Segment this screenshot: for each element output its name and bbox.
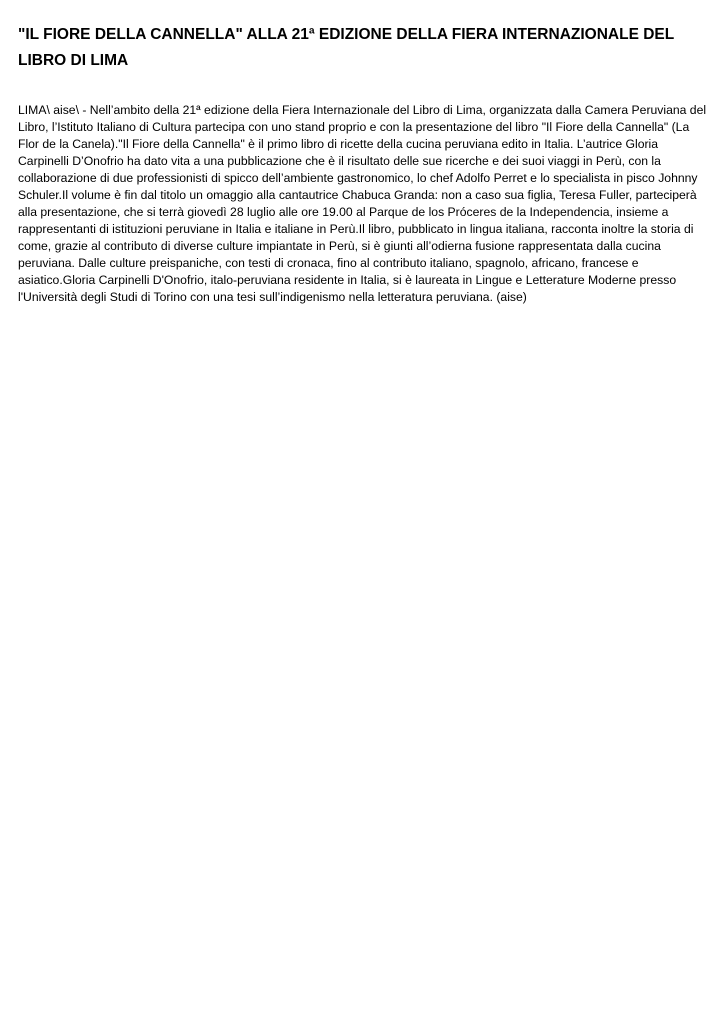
article-title: "IL FIORE DELLA CANNELLA" ALLA 21ª EDIZIONE DELLA FIERA INTERNAZIONALE DEL LIBRO DI LIMA bbox=[18, 26, 674, 69]
article-body: LIMA\ aise\ - Nell’ambito della 21ª edizione della Fiera Internazionale del Libro di Lima, organizzata dalla Camera Peruviana del Libro, l’Istituto Italiano di Cultura partecipa con uno stand proprio e con la presentazione del libro "Il Fiore della Cannella" (La Flor de la Canela)."Il Fiore della Cannella" è il primo libro di ricette della cucina peruviana edito in Italia. L’autrice Gloria Carpinelli D’Onofrio ha dato vita a una pubblicazione che è il risultato delle sue ricerche e dei suoi viaggi in Perù, con la collaborazione di due professionisti di spicco dell’ambiente gastronomico, lo chef Adolfo Perret e lo specialista in pisco Johnny Schuler.Il volume è fin dal titolo un omaggio alla cantautrice Chabuca Granda: non a caso sua figlia, Teresa Fuller, parteciperà alla presentazione, che si terrà giovedì 28 luglio alle ore 19.00 al Parque de los Próceres de la Independencia, insieme a rappresentanti di istituzioni peruviane in Italia e italiane in Perù.Il libro, pubblicato in lingua italiana, racconta inoltre la storia di come, grazie al contributo di diverse culture impiantate in Perù, si è giunti all’odierna fusione rappresentata dalla cucina peruviana. Dalle culture preispaniche, con testi di cronaca, fino al contributo italiano, spagnolo, africano, francese e asiatico.Gloria Carpinelli D'Onofrio, italo-peruviana residente in Italia, si è laureata in Lingue e Letterature Moderne presso l'Università degli Studi di Torino con una tesi sull’indigenismo nella letteratura peruviana. (aise) bbox=[18, 103, 707, 304]
article bbox=[18, 22, 708, 306]
